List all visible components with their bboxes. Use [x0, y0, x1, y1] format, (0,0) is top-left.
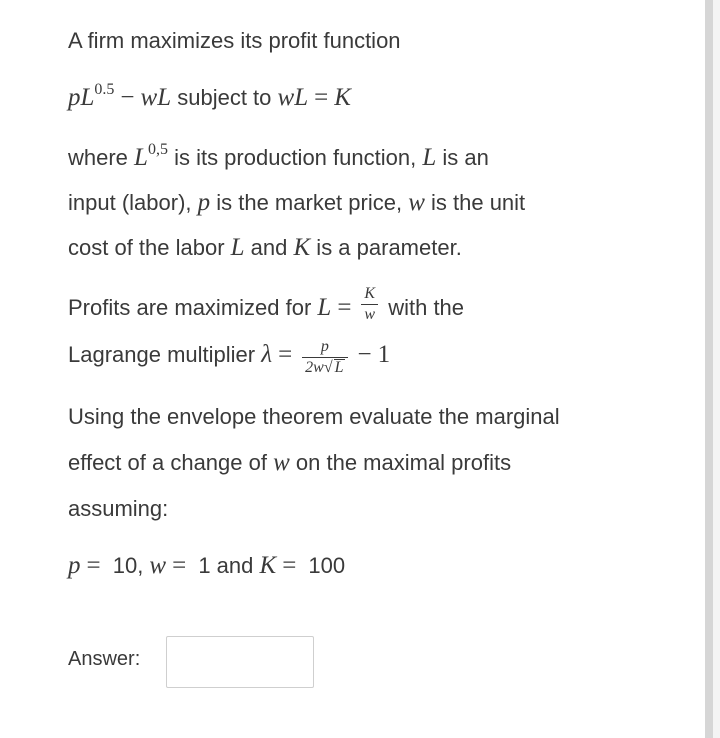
fraction-denominator: w	[364, 306, 376, 323]
text-segment: effect of a change of	[68, 450, 274, 475]
answer-input[interactable]	[166, 636, 314, 688]
sqrt-symbol: √	[323, 359, 333, 376]
math-minus: −	[357, 340, 372, 368]
math-var-w: w	[408, 189, 425, 216]
question-line-3	[68, 143, 489, 176]
math-lambda: λ	[261, 340, 273, 368]
lagrange-multiplier-line	[68, 337, 390, 375]
text-segment: input (labor),	[68, 190, 198, 215]
math-equals: =	[86, 552, 101, 579]
math-exponent: 0,5	[147, 141, 168, 158]
math-equals: =	[314, 84, 329, 111]
text-segment: and	[244, 235, 294, 260]
question-line-5	[68, 233, 462, 263]
math-var-L: L	[230, 234, 245, 261]
math-var-L: L	[294, 84, 309, 111]
math-var-L: L	[134, 144, 148, 171]
math-var-w: w	[273, 449, 290, 476]
question-line-10: assuming:	[68, 496, 169, 521]
text-segment: with the	[382, 294, 465, 320]
question-line-9	[68, 448, 511, 478]
math-equals: =	[282, 552, 297, 579]
fraction-denominator	[302, 358, 347, 377]
math-equals: =	[337, 293, 352, 321]
math-var-K: K	[293, 234, 311, 261]
math-var-p: p	[68, 552, 81, 579]
optimal-labor-line	[68, 285, 465, 328]
value-p: 10,	[106, 553, 150, 578]
math-one: 1	[377, 340, 391, 368]
math-var-L: L	[157, 84, 172, 111]
value-w: 1 and	[192, 553, 260, 578]
text-subject-to: subject to	[171, 85, 278, 110]
math-var-p: p	[197, 189, 211, 216]
fraction-K-over-w	[361, 286, 378, 324]
math-var-L: L	[80, 84, 95, 111]
answer-label: Answer:	[68, 648, 141, 670]
sqrt-radicand: L	[334, 359, 344, 376]
math-equals: =	[172, 552, 187, 579]
math-var-K: K	[334, 84, 351, 111]
math-var-L: L	[422, 144, 437, 171]
text-segment: Lagrange multiplier	[68, 341, 262, 367]
text-segment: Profits are maximized for	[68, 294, 318, 320]
window-edge	[705, 0, 713, 738]
question-line-8: Using the envelope theorem evaluate the marginal	[68, 404, 560, 429]
fraction-numerator: K	[361, 286, 378, 305]
math-var-K: K	[259, 552, 277, 579]
value-K: 100	[302, 553, 346, 578]
text-segment: on the maximal profits	[289, 450, 512, 475]
text-segment: is an	[436, 145, 489, 170]
text-segment: where	[68, 145, 135, 170]
math-var-w: w	[277, 84, 295, 111]
text-segment: cost of the labor	[68, 235, 231, 260]
text-segment: is a parameter.	[310, 235, 462, 260]
fraction-lagrange	[302, 339, 347, 377]
math-minus: −	[120, 84, 135, 111]
given-values-line	[68, 551, 345, 581]
math-equals: =	[278, 340, 293, 368]
fraction-numerator: p	[302, 339, 347, 358]
math-var-p: p	[68, 84, 81, 111]
denominator-coefficient: 2w	[305, 359, 324, 376]
math-var-w: w	[149, 552, 167, 579]
math-exponent: 0.5	[94, 81, 115, 98]
text-segment: is the unit	[424, 190, 526, 215]
text-segment: is the market price,	[210, 190, 409, 215]
question-line-4	[68, 188, 525, 218]
question-line-1: A firm maximizes its profit function	[68, 28, 401, 53]
text-segment: is its production function,	[167, 145, 423, 170]
math-var-L: L	[317, 293, 332, 321]
profit-function-formula	[68, 83, 351, 116]
math-var-w: w	[140, 84, 158, 111]
